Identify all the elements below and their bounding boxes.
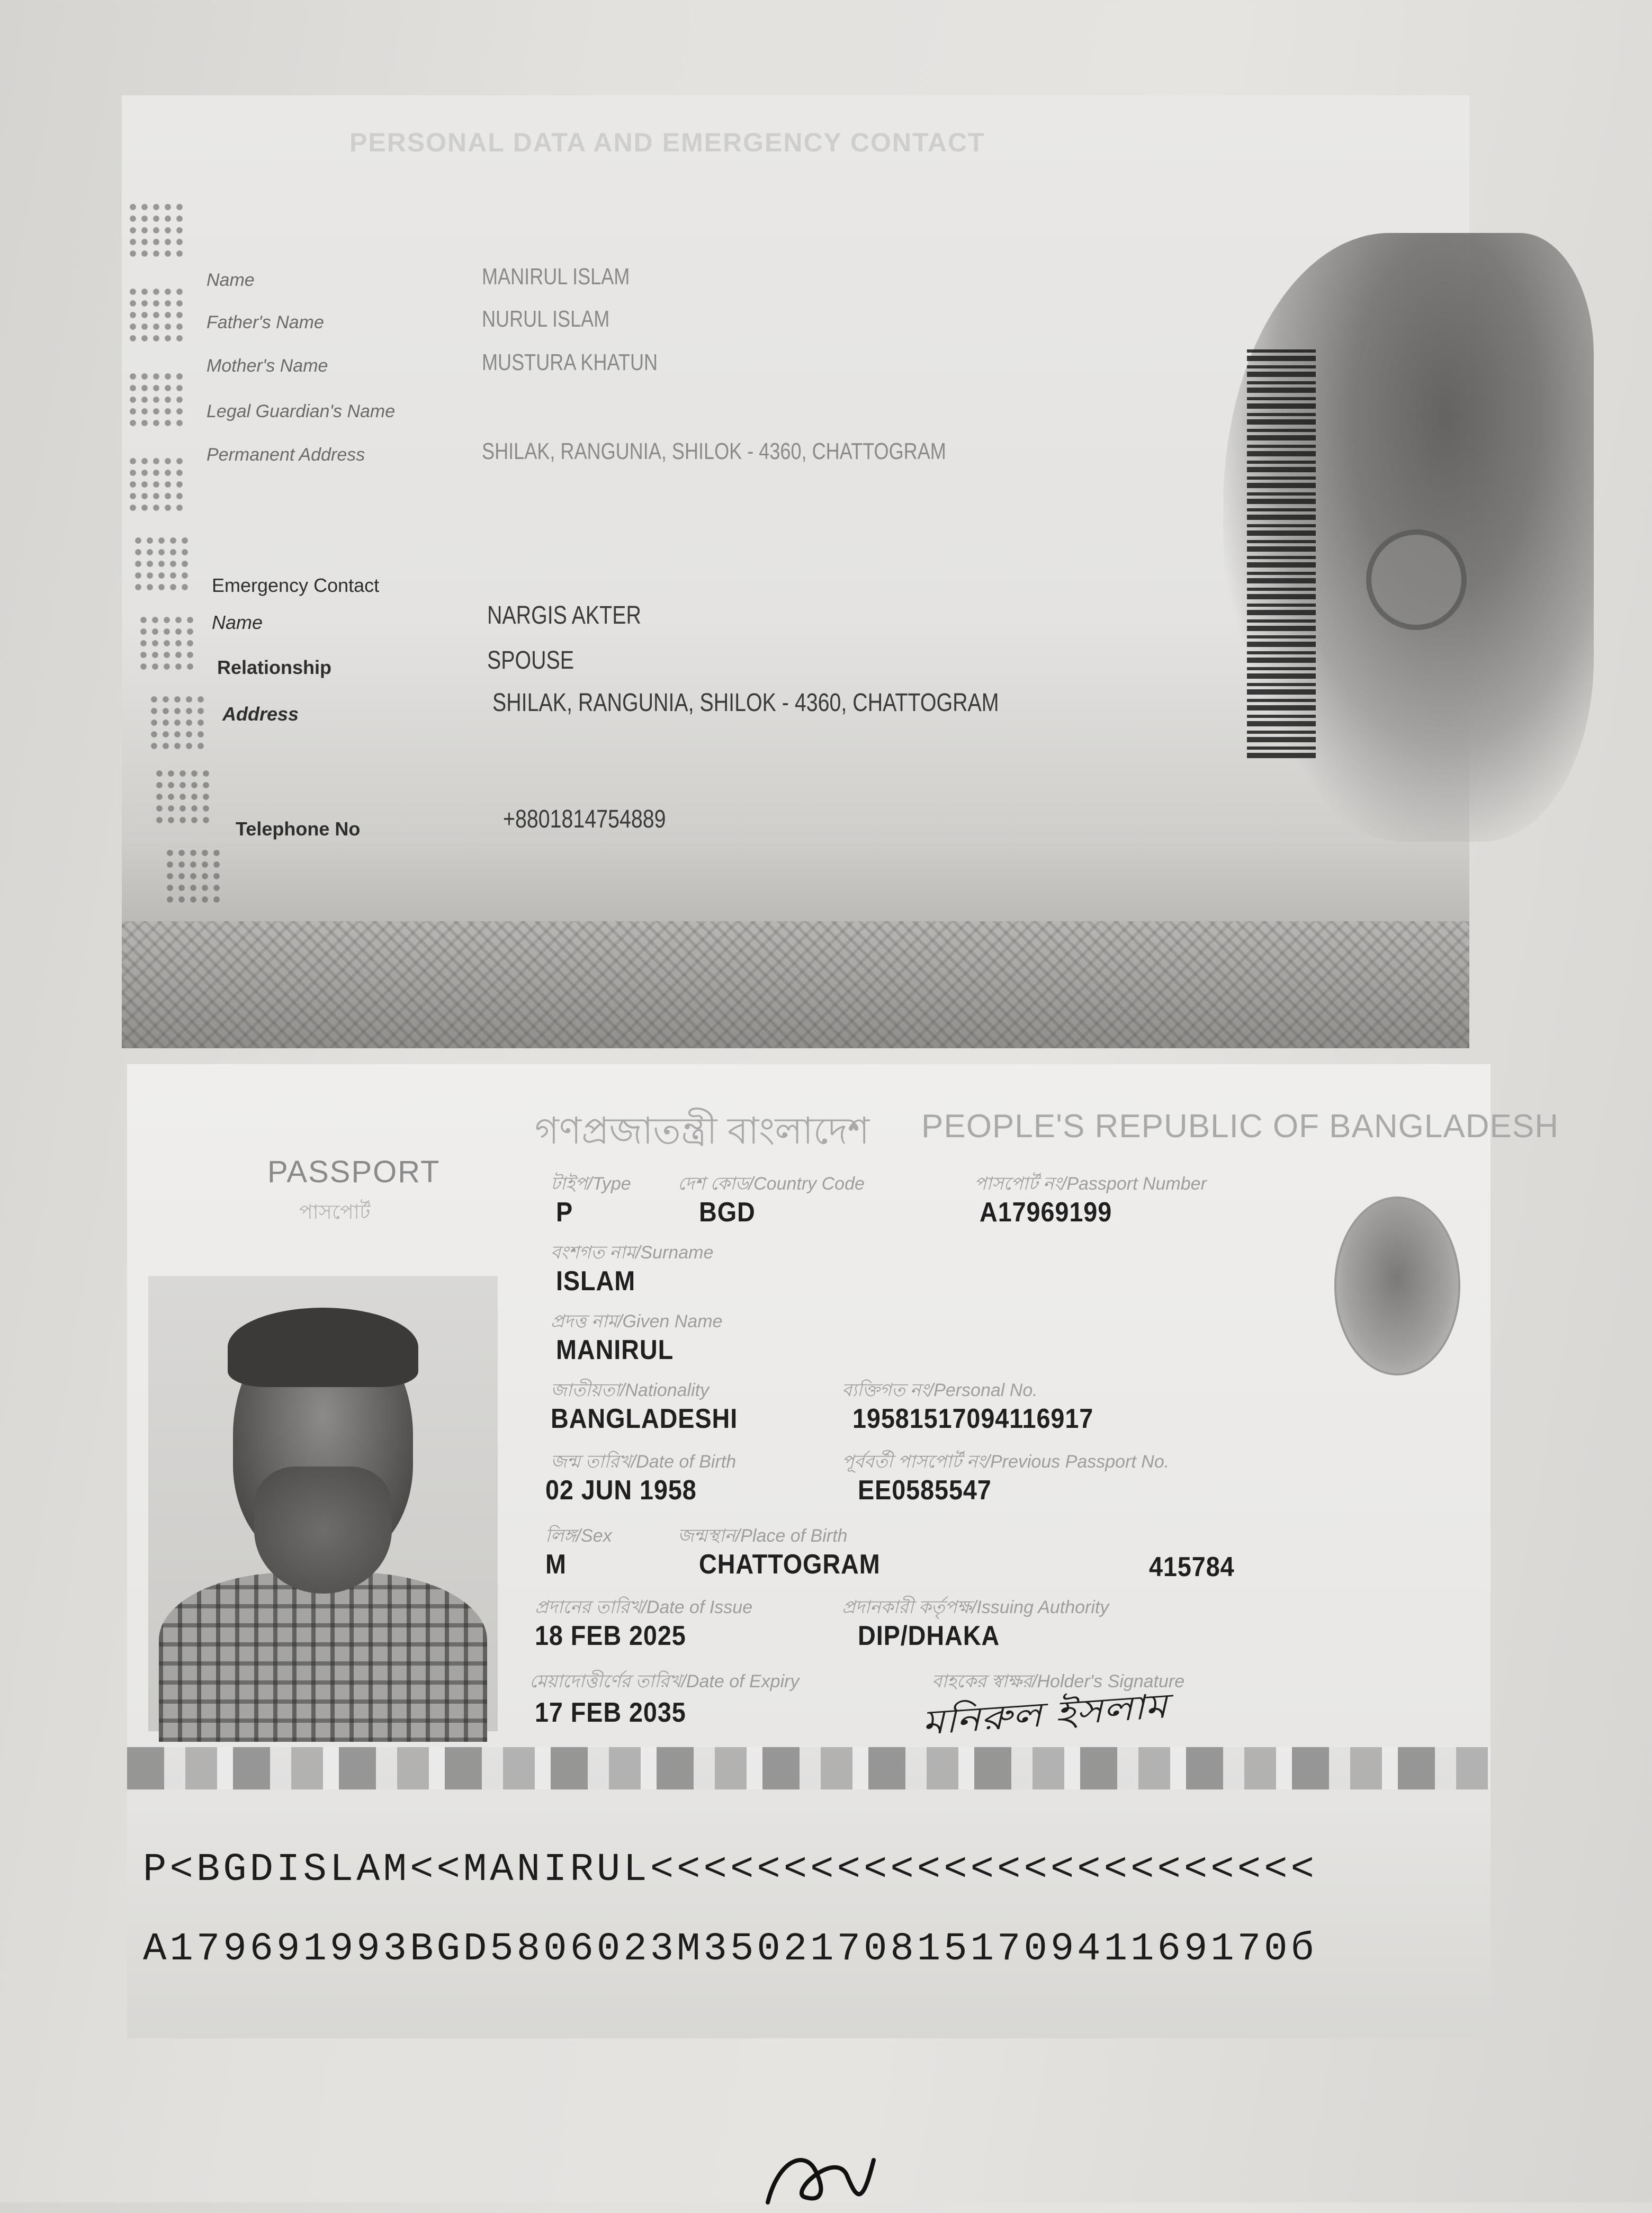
father-name-label: Father's Name — [206, 312, 324, 332]
telephone-value: +8801814754889 — [503, 805, 666, 833]
extra-number: 415784 — [1149, 1552, 1235, 1582]
telephone-label: Telephone No — [236, 818, 361, 840]
signature-label: বাহকের স্বাক্ষর/Holder's Signature — [932, 1671, 1185, 1692]
previous-passport-value: EE0585547 — [858, 1475, 992, 1506]
previous-passport-label: পূর্ববর্তী পাসপোর্ট নং/Previous Passport No. — [842, 1452, 1170, 1472]
barcode — [1247, 349, 1316, 762]
guardian-label: Legal Guardian's Name — [206, 401, 396, 421]
country-code-value: BGD — [699, 1197, 756, 1228]
issuing-authority-label: প্রদানকারী কর্তৃপক্ষ/Issuing Authority — [842, 1597, 1109, 1617]
emergency-address-label: Address — [222, 703, 299, 725]
security-dots — [132, 535, 191, 593]
type-label: টাইপ/Type — [551, 1174, 631, 1194]
dob-label: জন্ম তারিখ/Date of Birth — [551, 1452, 737, 1472]
issuing-authority-value: DIP/DHAKA — [858, 1621, 1000, 1651]
nationality-label: জাতীয়তা/Nationality — [551, 1380, 710, 1400]
passport-number-value: A17969199 — [980, 1197, 1112, 1228]
security-dots — [127, 371, 185, 429]
emergency-address-value: SHILAK, RANGUNIA, SHILOK - 4360, CHATTOGRAM — [492, 689, 999, 717]
holder-signature: মনিরুল ইসলাম — [921, 1686, 1169, 1743]
issue-date-value: 18 FEB 2025 — [535, 1621, 686, 1651]
permanent-address-label: Permanent Address — [206, 445, 365, 465]
security-strip — [127, 1747, 1491, 1789]
type-value: P — [556, 1197, 573, 1228]
emergency-name-label: Name — [212, 611, 263, 633]
relationship-value: SPOUSE — [487, 646, 574, 674]
guilloche-pattern — [122, 921, 1469, 1048]
personal-no-value: 19581517094116917 — [852, 1404, 1094, 1434]
sex-label: লিঙ্গ/Sex — [545, 1526, 612, 1546]
issue-date-label: প্রদানের তারিখ/Date of Issue — [535, 1597, 753, 1617]
holder-photo — [148, 1276, 498, 1731]
country-code-label: দেশ কোড/Country Code — [678, 1174, 865, 1194]
passport-title: PASSPORT — [267, 1155, 441, 1189]
security-dots — [127, 455, 185, 514]
surname-label: বংশগত নাম/Surname — [551, 1243, 714, 1263]
given-name-value: MANIRUL — [556, 1335, 674, 1365]
emergency-name-value: NARGIS AKTER — [487, 601, 641, 629]
country-name-bangla: গণপ্রজাতন্ত্রী বাংলাদেশ — [535, 1110, 870, 1152]
security-dots — [127, 286, 185, 344]
section-title: PERSONAL DATA AND EMERGENCY CONTACT — [349, 128, 985, 157]
security-dots — [154, 768, 212, 826]
mother-name-label: Mother's Name — [206, 356, 328, 376]
permanent-address-value: SHILAK, RANGUNIA, SHILOK - 4360, CHATTOGRAM — [482, 438, 946, 464]
mother-name-value: MUSTURA KHATUN — [482, 349, 658, 375]
security-dots — [164, 847, 222, 905]
security-dots — [127, 201, 185, 259]
mrz-line-1: P<BGDISLAM<<MANIRUL<<<<<<<<<<<<<<<<<<<<<<<<< — [143, 1848, 1317, 1892]
passport-data-page — [127, 1064, 1559, 2038]
security-dots — [148, 694, 206, 752]
surname-value: ISLAM — [556, 1266, 636, 1297]
passport-number-label: পাসপোর্ট নং/Passport Number — [974, 1174, 1207, 1194]
dob-value: 02 JUN 1958 — [545, 1475, 697, 1506]
bottom-signature-icon — [757, 2139, 895, 2213]
given-name-label: প্রদত্ত নাম/Given Name — [551, 1311, 723, 1332]
emergency-contact-heading: Emergency Contact — [212, 574, 380, 596]
ghost-image — [1334, 1197, 1460, 1375]
name-value: MANIRUL ISLAM — [482, 264, 630, 290]
expiry-date-label: মেয়াদোত্তীর্ণের তারিখ/Date of Expiry — [529, 1671, 800, 1692]
country-name-english: PEOPLE'S REPUBLIC OF BANGLADESH — [921, 1108, 1559, 1145]
security-dots — [138, 614, 196, 672]
seal-icon — [1366, 529, 1467, 630]
father-name-value: NURUL ISLAM — [482, 306, 610, 332]
place-of-birth-value: CHATTOGRAM — [699, 1549, 881, 1580]
passport-title-bangla: পাসপোর্ট — [299, 1201, 371, 1224]
expiry-date-value: 17 FEB 2035 — [535, 1697, 686, 1728]
mrz-line-2: A179691993BGD5806023M3502170815170941169170б — [143, 1927, 1317, 1972]
place-of-birth-label: জন্মস্থান/Place of Birth — [678, 1526, 848, 1546]
personal-no-label: ব্যক্তিগত নং/Personal No. — [842, 1380, 1038, 1400]
personal-data-page — [122, 95, 1469, 1048]
name-label: Name — [206, 270, 255, 290]
sex-value: M — [545, 1549, 567, 1580]
relationship-label: Relationship — [217, 656, 332, 678]
nationality-value: BANGLADESHI — [551, 1404, 738, 1434]
